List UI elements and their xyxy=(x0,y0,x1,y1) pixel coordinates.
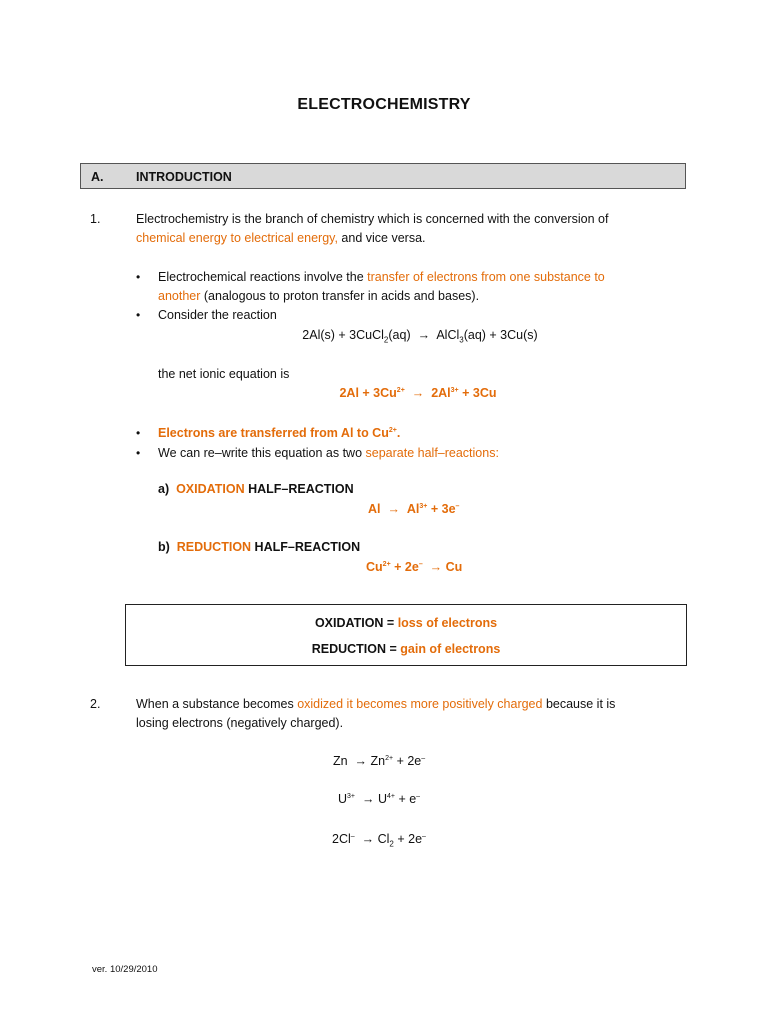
arrow-icon: → xyxy=(411,386,425,400)
version-footer: ver. 10/29/2010 xyxy=(92,964,158,975)
chlorine-equation: $2Cl^- \to Cl_2 + 2e^-$ xyxy=(332,832,426,849)
paragraph-number: 2. xyxy=(90,697,101,711)
section-letter: A. xyxy=(91,170,104,184)
paragraph-2: When a substance becomes oxidized it becomes more positively charged because it is losing electrons (negatively charged). xyxy=(136,697,616,730)
section-header xyxy=(80,163,686,189)
section-name: INTRODUCTION xyxy=(136,170,232,184)
reaction-equation: 2Al(s) + 3CuCl$_2$(aq) → AlCl$_3$(aq) + 3Cu(s) xyxy=(302,328,538,345)
definition-box xyxy=(125,604,687,666)
uranium-equation: $U^{3+} \to U^{4+} + e^-$ xyxy=(338,792,421,806)
bullet-icon: • xyxy=(136,446,141,460)
highlight-text: oxidized it becomes more positively charged xyxy=(297,697,543,711)
oxidation-equation: $Al \to Al^{3+} + 3e^-$ xyxy=(368,502,460,516)
paragraph-number: 1. xyxy=(90,212,101,226)
highlight-text: another xyxy=(158,289,201,303)
arrow-icon: → xyxy=(387,502,400,516)
oxidation-heading: a) OXIDATION HALF–REACTION xyxy=(158,482,354,496)
bullet-3: Electrons are transferred from Al to $Cu^{2+}$. xyxy=(158,426,401,440)
reduction-definition: REDUCTION = gain of electrons xyxy=(311,642,501,656)
zinc-equation: $Zn \to Zn^{2+} + 2e^-$ xyxy=(333,754,426,768)
paragraph-1-line2: chemical energy to electrical energy, and vice versa. xyxy=(136,231,426,245)
bullet-icon: • xyxy=(136,270,141,284)
arrow-icon: → xyxy=(361,792,375,806)
oxidation-definition: OXIDATION = loss of electrons xyxy=(314,616,498,630)
bullet-1: Electrochemical reactions involve the transfer of electrons from one substance to another (analogous to proton transfer in acids and bases). xyxy=(158,270,605,303)
net-ionic-label: the net ionic equation is xyxy=(158,367,290,381)
bullet-icon: • xyxy=(136,308,141,322)
arrow-icon: → xyxy=(361,832,375,846)
paragraph-1-line1: Electrochemistry is the branch of chemistry which is concerned with the conversion of xyxy=(136,212,609,226)
arrow-icon: → xyxy=(417,328,431,342)
highlight-text: chemical energy to electrical energy, xyxy=(136,231,338,245)
paragraph-1 xyxy=(136,210,676,248)
net-ionic-equation: $2Al + 3Cu^{2+} \to 2Al^{3+} + 3Cu$ xyxy=(339,386,497,400)
bullet-icon: • xyxy=(136,426,141,440)
bullet-4: We can re–write this equation as two separate half–reactions: xyxy=(158,446,499,460)
highlight-text: transfer of electrons from one substance to xyxy=(367,270,605,284)
reduction-equation: $Cu^{2+} + 2e^- \to Cu$ xyxy=(366,560,463,574)
page-title: ELECTROCHEMISTRY xyxy=(297,96,471,113)
highlight-text: separate half–reactions: xyxy=(365,446,499,460)
arrow-icon: → xyxy=(429,560,443,574)
bullet-2: Consider the reaction xyxy=(158,308,277,322)
reduction-heading: b) REDUCTION HALF–REACTION xyxy=(158,540,361,554)
arrow-icon: → xyxy=(354,754,368,768)
